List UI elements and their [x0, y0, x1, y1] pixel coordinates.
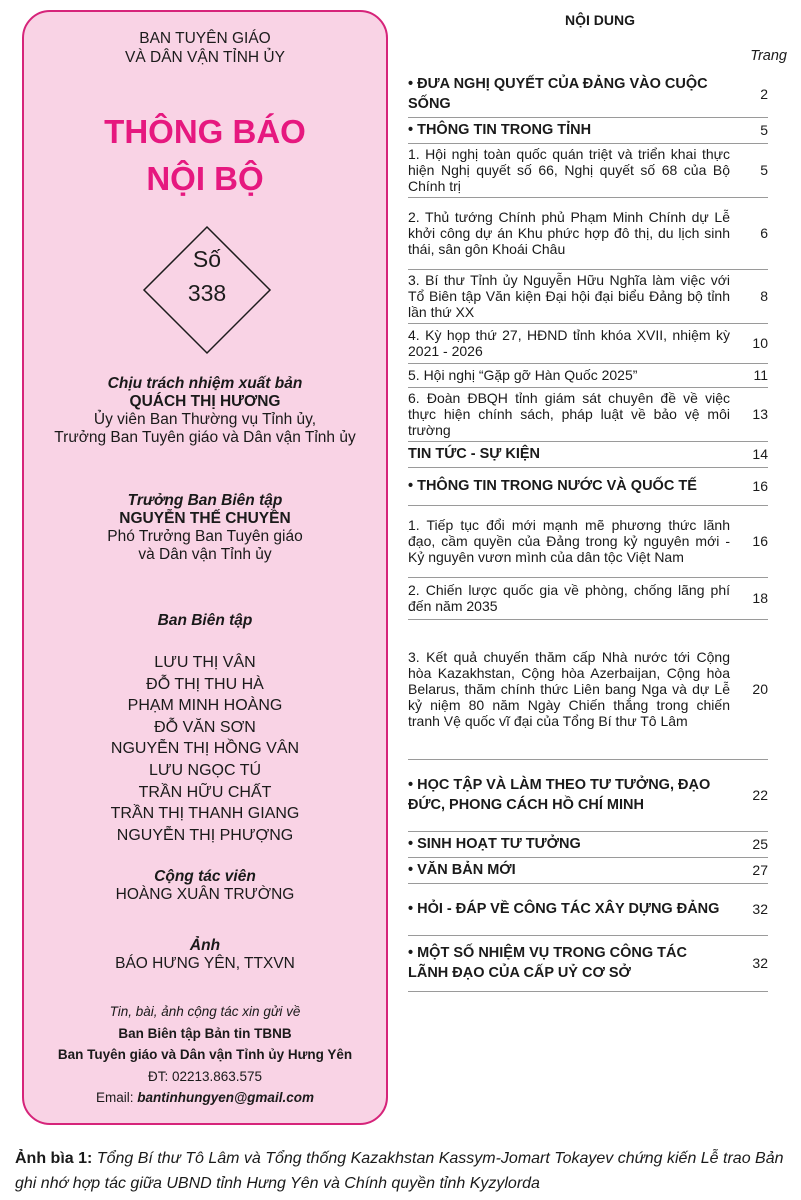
- toc-list: [408, 72, 768, 992]
- toc-entry-page: 5: [760, 122, 768, 138]
- contact-block: [24, 1001, 386, 1109]
- toc-entry[interactable]: [408, 578, 768, 620]
- issue-badge: [142, 225, 272, 355]
- toc-entry-page: 27: [752, 862, 768, 878]
- toc-entry-title: 3. Bí thư Tỉnh ủy Nguyễn Hữu Nghĩa làm việc với Tổ Biên tập Văn kiện Đại hội đại biểu Đảng bộ tỉnh lần thứ XX: [408, 272, 730, 320]
- toc-entry-page: 16: [752, 533, 768, 549]
- toc-entry-page: 16: [752, 478, 768, 494]
- issue-text: [142, 240, 272, 308]
- toc-entry[interactable]: [408, 506, 768, 578]
- toc-entry-title: • VĂN BẢN MỚI: [408, 862, 516, 878]
- toc-entry-page: 22: [752, 787, 768, 803]
- toc-entry[interactable]: [408, 760, 768, 832]
- contact-org-1: Ban Biên tập Bản tin TBNB: [118, 1025, 292, 1041]
- board-member: TRẦN THỊ THANH GIANG: [110, 805, 300, 823]
- publisher-name: QUÁCH THỊ HƯƠNG: [129, 393, 281, 410]
- toc-entry-title: • HỎI - ĐÁP VỀ CÔNG TÁC XÂY DỰNG ĐẢNG: [408, 901, 720, 917]
- toc-entry[interactable]: [408, 364, 768, 388]
- photo-credit: BÁO HƯNG YÊN, TTXVN: [115, 955, 295, 972]
- contact-email-line: [24, 1087, 386, 1109]
- toc-entry-title: 6. Đoàn ĐBQH tỉnh giám sát chuyên đề về việc thực hiện chính sách, pháp luật về bảo vệ môi trường: [408, 390, 730, 438]
- toc-entry[interactable]: [408, 832, 768, 858]
- board-member: PHẠM MINH HOÀNG: [127, 697, 283, 715]
- toc-entry-title: 3. Kết quả chuyến thăm cấp Nhà nước tới Cộng hòa Kazakhstan, Cộng hòa Azerbaijan, Cộng hòa Belarus, thăm chính thức Liên bang Nga và dự Lễ kỷ niệm 80 năm Ngày Chiến thắng trong chiến tranh Vệ quốc vĩ đại của Tổng Bí thư Tô Lâm: [408, 649, 730, 729]
- toc-entry-page: 14: [752, 446, 768, 462]
- issue-label: Số: [192, 246, 222, 272]
- collaborator-block: [24, 868, 386, 904]
- toc-entry[interactable]: [408, 884, 768, 936]
- toc-entry-page: 6: [760, 225, 768, 241]
- contact-phone: ĐT: 02213.863.575: [147, 1068, 263, 1084]
- caption-lead: Ảnh bìa 1:: [15, 1150, 93, 1167]
- toc-entry-page: 25: [752, 836, 768, 852]
- toc-entry[interactable]: [408, 144, 768, 198]
- publisher-role-2: Trưởng Ban Tuyên giáo và Dân vận Tỉnh ủy: [54, 429, 356, 446]
- issue-number: 338: [187, 280, 227, 306]
- toc-entry[interactable]: [408, 620, 768, 760]
- board-heading: Ban Biên tập: [157, 612, 253, 629]
- chief-editor-heading: Trưởng Ban Biên tập: [127, 492, 283, 509]
- cover-caption: [15, 1146, 785, 1196]
- toc-entry-title: 5. Hội nghị “Gặp gỡ Hàn Quốc 2025”: [408, 367, 638, 383]
- board-members: [24, 652, 386, 846]
- toc-entry-title: • THÔNG TIN TRONG NƯỚC VÀ QUỐC TẾ: [408, 478, 697, 494]
- toc-entry-title: • THÔNG TIN TRONG TỈNH: [408, 122, 592, 138]
- board-member: LƯU THỊ VÂN: [154, 654, 256, 671]
- board-heading-block: [24, 612, 386, 630]
- toc-entry[interactable]: [408, 72, 768, 118]
- title-line-2: NỘI BỘ: [146, 160, 264, 197]
- agency-name: [24, 29, 386, 67]
- agency-line-1: BAN TUYÊN GIÁO: [139, 30, 271, 47]
- toc-entry-title: 2. Chiến lược quốc gia về phòng, chống lãng phí đến năm 2035: [408, 582, 730, 614]
- toc-entry-page: 8: [760, 288, 768, 304]
- title-line-1: THÔNG BÁO: [104, 113, 306, 150]
- toc-entry-title: • ĐƯA NGHỊ QUYẾT CỦA ĐẢNG VÀO CUỘC SỐNG: [408, 76, 708, 112]
- toc-entry-title: • MỘT SỐ NHIỆM VỤ TRONG CÔNG TÁC LÃNH ĐẠO CỦA CẤP UỶ CƠ SỞ: [408, 945, 687, 981]
- collaborator-heading: Cộng tác viên: [154, 868, 256, 885]
- collaborator-name: HOÀNG XUÂN TRƯỜNG: [115, 886, 295, 903]
- masthead-panel: [22, 10, 388, 1125]
- toc-entry-title: TIN TỨC - SỰ KIỆN: [408, 446, 541, 462]
- toc-entry[interactable]: [408, 442, 768, 468]
- email-label: Email:: [96, 1090, 138, 1105]
- chief-editor-block: [24, 492, 386, 564]
- photo-heading: Ảnh: [189, 937, 221, 954]
- toc-entry-page: 2: [760, 86, 768, 102]
- publisher-heading: Chịu trách nhiệm xuất bản: [107, 375, 303, 392]
- chief-editor-role-2: và Dân vận Tỉnh ủy: [138, 546, 272, 563]
- toc-entry-title: 1. Tiếp tục đổi mới mạnh mẽ phương thức lãnh đạo, cầm quyền của Đảng trong kỷ nguyên mới - Kỷ nguyên vươn mình của dân tộc Việt Nam: [408, 517, 730, 565]
- toc-entry[interactable]: [408, 858, 768, 884]
- board-member: ĐỖ THỊ THU HÀ: [146, 675, 264, 693]
- toc-entry-page: 20: [752, 681, 768, 697]
- agency-line-2: VÀ DÂN VẬN TỈNH ỦY: [125, 49, 285, 66]
- board-member: ĐỖ VĂN SƠN: [154, 718, 256, 736]
- chief-editor-role-1: Phó Trưởng Ban Tuyên giáo: [107, 528, 303, 545]
- board-member: NGUYỄN THỊ HỒNG VÂN: [110, 740, 300, 758]
- chief-editor-name: NGUYỄN THẾ CHUYỀN: [119, 510, 291, 527]
- contact-intro: Tin, bài, ảnh cộng tác xin gửi về: [109, 1004, 301, 1019]
- publisher-role-1: Ủy viên Ban Thường vụ Tỉnh ủy,: [93, 411, 317, 428]
- photo-credit-block: [24, 937, 386, 973]
- toc-entry-page: 32: [752, 901, 768, 917]
- toc-entry-title: • SINH HOẠT TƯ TƯỞNG: [408, 836, 581, 852]
- toc-entry[interactable]: [408, 468, 768, 506]
- board-member: NGUYỄN THỊ PHƯỢNG: [116, 826, 294, 844]
- toc-entry-page: 10: [752, 335, 768, 351]
- toc-entry[interactable]: [408, 388, 768, 442]
- toc-entry-page: 11: [753, 367, 768, 383]
- publisher-block: [24, 375, 386, 447]
- toc-entry[interactable]: [408, 198, 768, 270]
- toc-entry-page: 13: [752, 406, 768, 422]
- toc-entry-title: 1. Hội nghị toàn quốc quán triệt và triển khai thực hiện Nghị quyết số 66, Nghị quyết số 68 của Bộ Chính trị: [408, 146, 730, 194]
- contact-email-link[interactable]: bantinhungyen@gmail.com: [137, 1090, 314, 1105]
- board-member: TRẦN HỮU CHẤT: [138, 783, 272, 801]
- toc-entry[interactable]: [408, 936, 768, 992]
- toc-entry-title: 4. Kỳ họp thứ 27, HĐND tỉnh khóa XVII, nhiệm kỳ 2021 - 2026: [408, 327, 730, 359]
- toc-title: NỘI DUNG: [565, 12, 635, 28]
- toc-entry-title: • HỌC TẬP VÀ LÀM THEO TƯ TƯỞNG, ĐẠO ĐỨC, PHONG CÁCH HỒ CHÍ MINH: [408, 777, 711, 813]
- contact-org-2: Ban Tuyên giáo và Dân vận Tỉnh ủy Hưng Yên: [57, 1047, 353, 1062]
- toc-entry-page: 32: [752, 955, 768, 971]
- board-member: LƯU NGỌC TÚ: [148, 761, 262, 779]
- toc-entry[interactable]: [408, 324, 768, 364]
- toc-entry-page: 18: [752, 590, 768, 606]
- toc-entry-page: 5: [760, 162, 768, 178]
- caption-text: Tổng Bí thư Tô Lâm và Tổng thống Kazakhstan Kassym-Jomart Tokayev chứng kiến Lễ trao Bản ghi nhớ hợp tác giữa UBND tỉnh Hưng Yên và Chính quyền tỉnh Kyzylorda: [15, 1150, 784, 1192]
- toc-entry-title: 2. Thủ tướng Chính phủ Phạm Minh Chính dự Lễ khởi công dự án Khu phức hợp đô thị, du lịch sinh thái, sân gôn Khoái Châu: [408, 209, 730, 257]
- toc-page-header: Trang: [750, 48, 787, 64]
- toc-entry[interactable]: [408, 118, 768, 144]
- bulletin-title: [24, 108, 386, 202]
- toc-entry[interactable]: [408, 270, 768, 324]
